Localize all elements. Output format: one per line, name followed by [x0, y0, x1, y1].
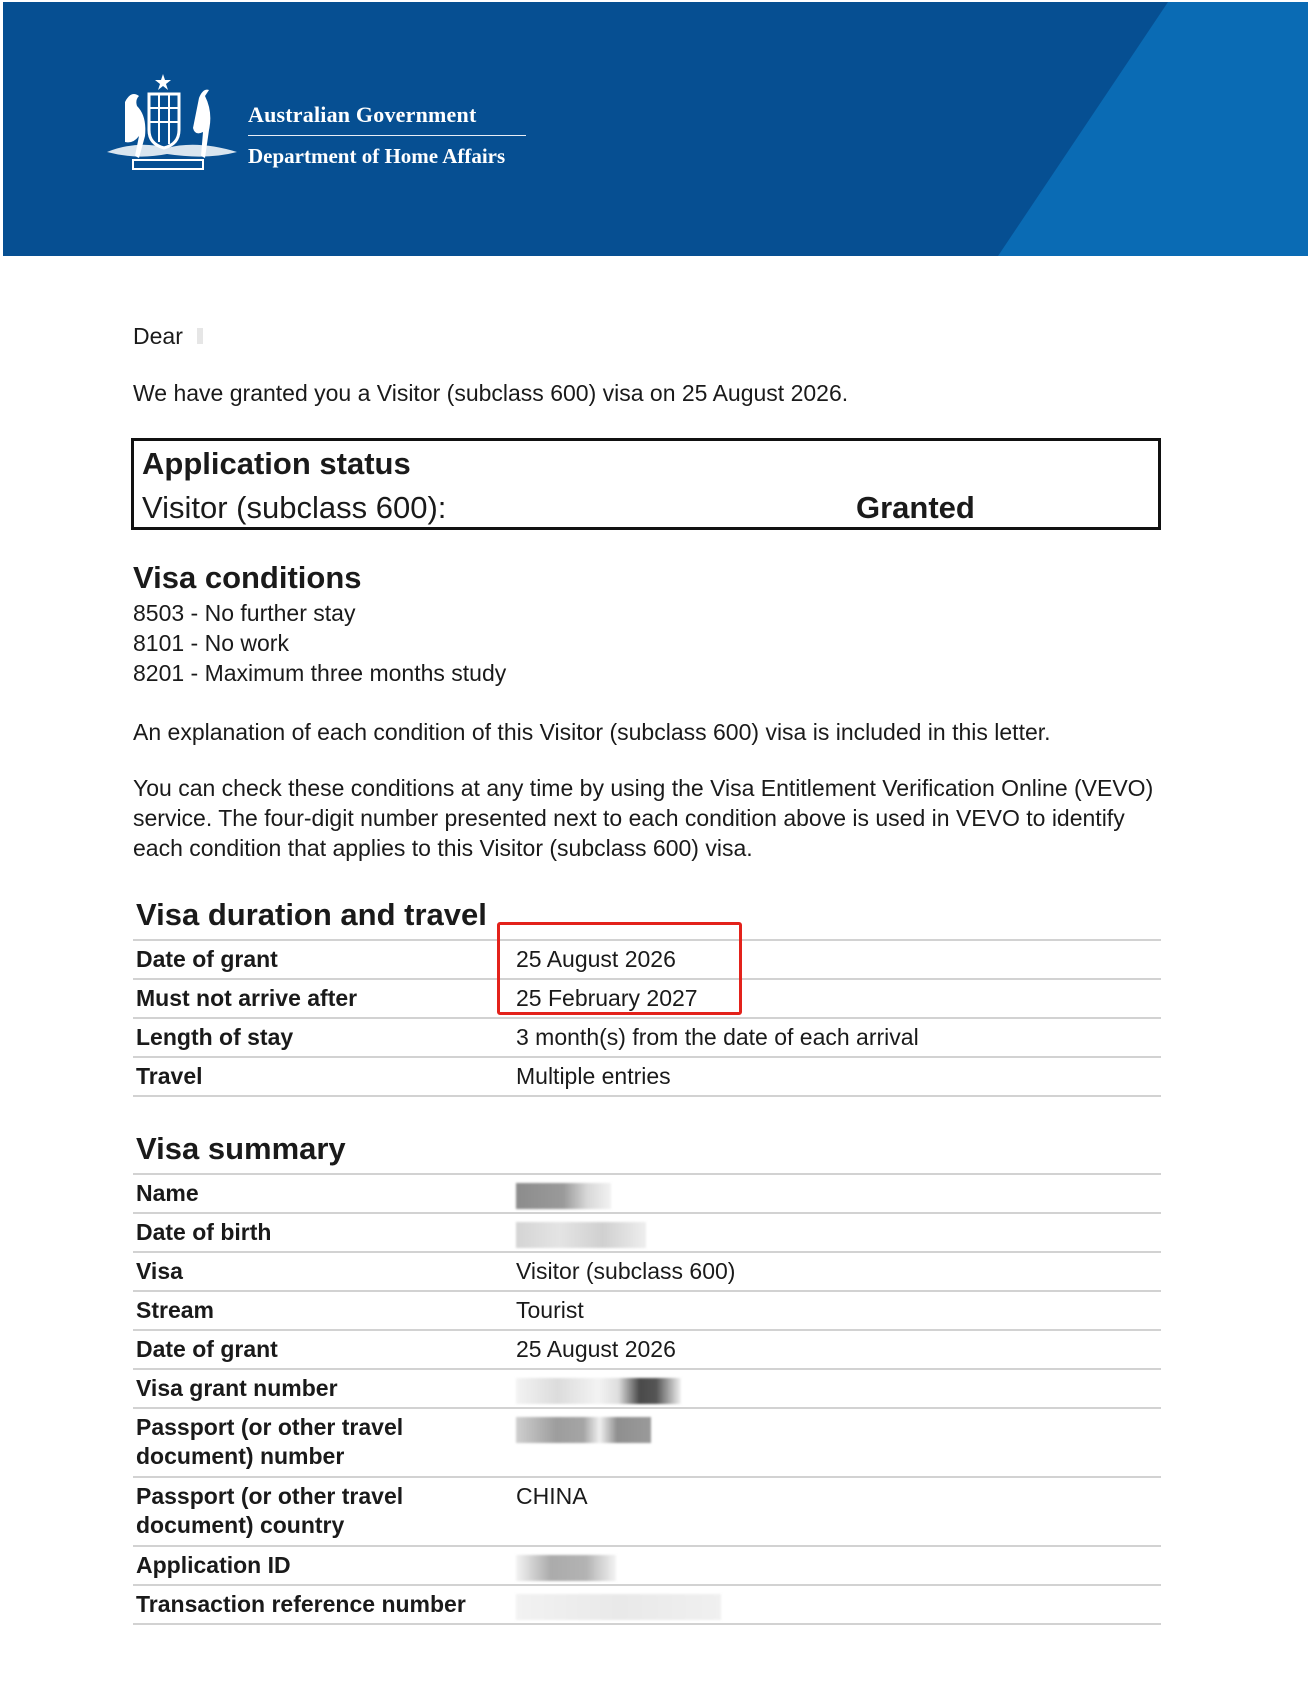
row-label: Date of birth: [136, 1219, 272, 1245]
redacted-value: [516, 1222, 646, 1248]
row-label: Application ID: [136, 1552, 291, 1578]
visa-summary-heading: Visa summary: [136, 1131, 346, 1166]
row-label: Visa: [136, 1258, 183, 1284]
condition-item: 8503 - No further stay: [133, 600, 356, 626]
row-value: 25 August 2026: [516, 1336, 676, 1362]
table-row: [133, 1173, 1161, 1212]
highlight-box: [497, 922, 742, 1015]
row-value: Tourist: [516, 1297, 584, 1323]
row-label: Name: [136, 1180, 199, 1206]
redacted-value: [516, 1594, 721, 1620]
row-label: Passport (or other travel document) country: [136, 1483, 404, 1538]
table-row: [133, 1290, 1161, 1329]
visa-conditions-heading: Visa conditions: [133, 560, 362, 595]
vevo-note: You can check these conditions at any time by using the Visa Entitlement Verification Online (VEVO) service. The four-digit number presented next to each condition above is used in VEVO to identify each condition that applies to this Visitor (subclass 600) visa.: [133, 775, 1154, 861]
table-row: [133, 1476, 1161, 1545]
row-value: 25 August 2026: [516, 946, 676, 972]
row-value: Visitor (subclass 600): [516, 1258, 736, 1284]
table-row: [133, 1212, 1161, 1251]
row-value: CHINA: [516, 1483, 588, 1509]
row-label: Stream: [136, 1297, 214, 1323]
row-label: Date of grant: [136, 1336, 278, 1362]
row-value: 25 February 2027: [516, 985, 698, 1011]
row-label: Transaction reference number: [136, 1591, 466, 1617]
row-label: Date of grant: [136, 946, 278, 972]
commonwealth-coat-of-arms-icon: [103, 72, 243, 177]
table-row: [133, 1407, 1161, 1476]
row-label: Travel: [136, 1063, 203, 1089]
condition-item: 8101 - No work: [133, 630, 289, 656]
status-value: Granted: [856, 490, 975, 525]
row-value: Multiple entries: [516, 1063, 671, 1089]
redacted-value: [516, 1378, 681, 1404]
government-name: Australian Government: [248, 102, 477, 127]
visa-duration-heading: Visa duration and travel: [136, 897, 487, 932]
application-status-box: [131, 438, 1161, 530]
table-row: [133, 1545, 1161, 1584]
table-row: [133, 1329, 1161, 1368]
status-label: Visitor (subclass 600):: [142, 490, 447, 525]
row-label: Visa grant number: [136, 1375, 338, 1401]
header-banner: [3, 2, 1308, 256]
summary-table: [133, 1173, 1161, 1625]
banner-sheen: [978, 2, 1308, 256]
table-row: [133, 1368, 1161, 1407]
salutation: Dear: [133, 323, 183, 349]
row-label: Must not arrive after: [136, 985, 358, 1011]
table-row: [133, 1017, 1161, 1056]
table-row: [133, 1251, 1161, 1290]
status-title: Application status: [142, 446, 411, 481]
row-label: Passport (or other travel document) number: [136, 1414, 404, 1469]
intro-text: We have granted you a Visitor (subclass 600) visa on 25 August 2026.: [133, 380, 849, 406]
condition-item: 8201 - Maximum three months study: [133, 660, 507, 686]
redacted-value: [516, 1417, 651, 1443]
redacted-value: [516, 1183, 611, 1209]
department-name: Department of Home Affairs: [248, 144, 506, 168]
redacted-name: [197, 328, 203, 344]
row-label: Length of stay: [136, 1024, 294, 1050]
header-divider: [248, 135, 526, 136]
row-value: 3 month(s) from the date of each arrival: [516, 1024, 919, 1050]
redacted-value: [516, 1555, 616, 1581]
table-row: [133, 1584, 1161, 1625]
conditions-explanation: An explanation of each condition of this Visitor (subclass 600) visa is included in this letter.: [133, 719, 1051, 745]
table-row: [133, 1056, 1161, 1097]
